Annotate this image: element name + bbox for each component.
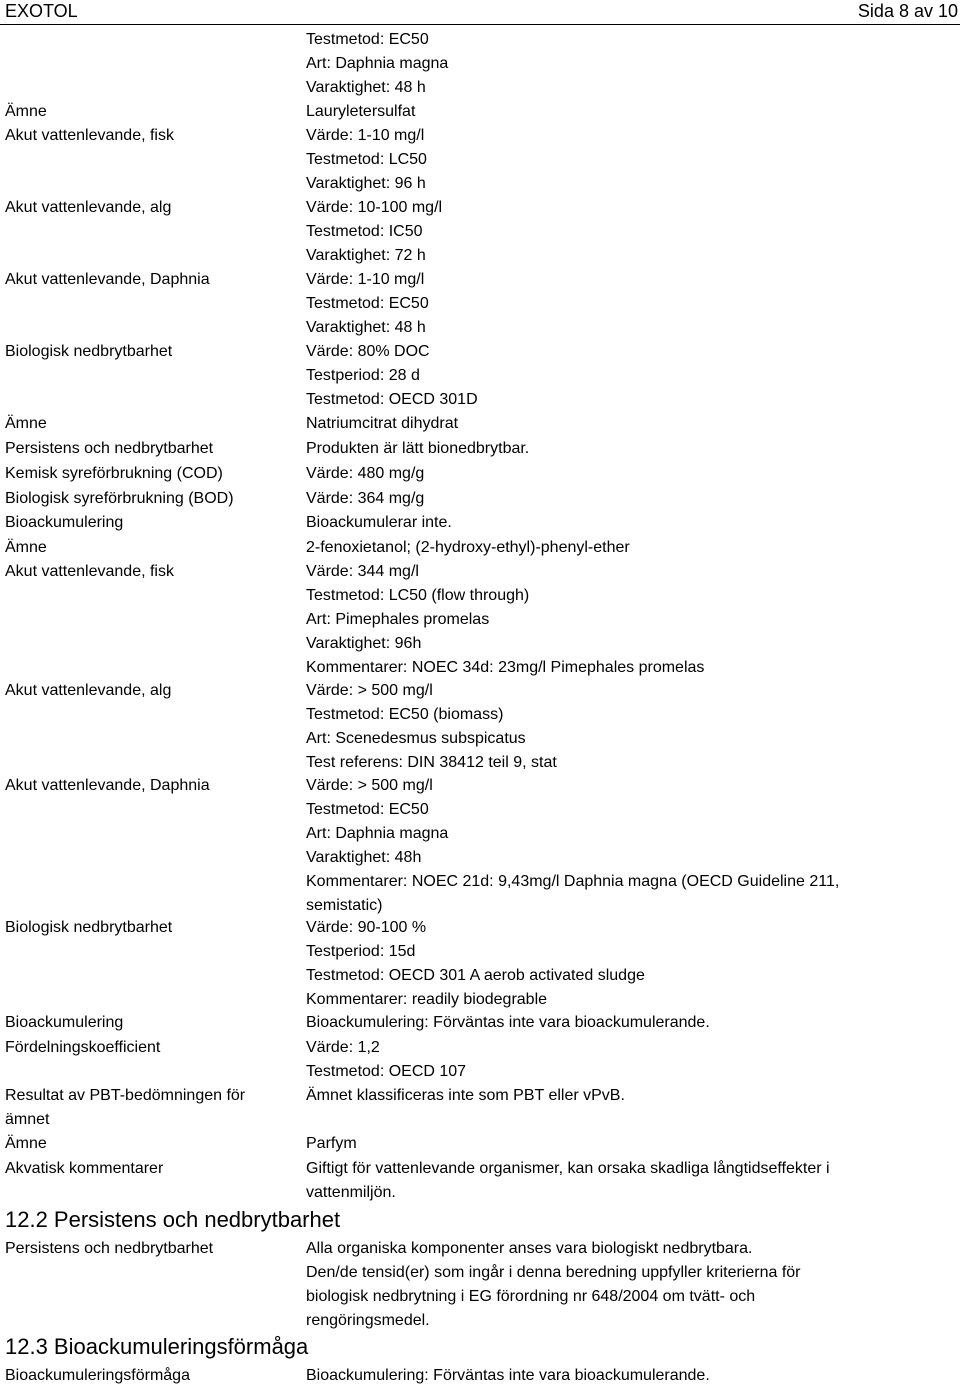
substance-name: Parfym xyxy=(306,1135,357,1152)
value-line: Produkten är lätt bionedbrytbar. xyxy=(306,440,530,457)
value-line: Ämnet klassificeras inte som PBT eller vPvB. xyxy=(306,1087,625,1104)
value-line: Varaktighet: 48h xyxy=(306,849,422,866)
row-label: ämnet xyxy=(5,1111,50,1128)
value-line: Varaktighet: 96 h xyxy=(306,175,426,192)
value-line: Art: Daphnia magna xyxy=(306,55,449,72)
row-label: Bioackumulering xyxy=(5,514,124,531)
value-line: Värde: > 500 mg/l xyxy=(306,682,433,699)
value-line: Alla organiska komponenter anses vara biologiskt nedbrytbara. xyxy=(306,1240,753,1257)
row-label: Akut vattenlevande, fisk xyxy=(5,563,174,580)
row-label: Kemisk syreförbrukning (COD) xyxy=(5,465,223,482)
section-heading-12-3: 12.3 Bioackumuleringsförmåga xyxy=(5,1334,309,1359)
value-line: rengöringsmedel. xyxy=(306,1312,430,1329)
value-line: Kommentarer: NOEC 21d: 9,43mg/l Daphnia magna (OECD Guideline 211, xyxy=(306,873,840,890)
row-label: Akut vattenlevande, fisk xyxy=(5,127,174,144)
row-label: Biologisk nedbrytbarhet xyxy=(5,343,173,360)
value-line: Bioackumulering: Förväntas inte vara bioackumulerande. xyxy=(306,1014,710,1031)
value-line: Värde: 1-10 mg/l xyxy=(306,127,425,144)
row-label: Akut vattenlevande, Daphnia xyxy=(5,271,210,288)
substance-name: 2-fenoxietanol; (2-hydroxy-ethyl)-phenyl-ether xyxy=(306,539,630,556)
value-line: Kommentarer: readily biodegrable xyxy=(306,991,548,1008)
row-label: Persistens och nedbrytbarhet xyxy=(5,440,214,457)
row-label: Bioackumulering xyxy=(5,1014,124,1031)
value-line: Varaktighet: 96h xyxy=(306,635,422,652)
row-label: Resultat av PBT-bedömningen för xyxy=(5,1087,246,1104)
value-line: Test referens: DIN 38412 teil 9, stat xyxy=(306,754,557,771)
section-heading-12-2: 12.2 Persistens och nedbrytbarhet xyxy=(5,1207,341,1232)
value-line: semistatic) xyxy=(306,897,383,914)
value-line: Testmetod: EC50 xyxy=(306,31,429,48)
value-line: Kommentarer: NOEC 34d: 23mg/l Pimephales promelas xyxy=(306,659,705,676)
row-label: Ämne xyxy=(5,103,47,120)
value-line: Testperiod: 28 d xyxy=(306,367,420,384)
row-label: Ämne xyxy=(5,539,47,556)
value-line: Värde: > 500 mg/l xyxy=(306,777,433,794)
value-line: Bioackumulerar inte. xyxy=(306,514,452,531)
row-label: Akut vattenlevande, alg xyxy=(5,199,172,216)
value-line: Varaktighet: 72 h xyxy=(306,247,426,264)
page-header xyxy=(0,0,960,25)
row-label: Bioackumuleringsförmåga xyxy=(5,1367,190,1384)
company-name: EXOTOL xyxy=(5,1,78,21)
row-label: Ämne xyxy=(5,415,47,432)
value-line: vattenmiljön. xyxy=(306,1184,396,1201)
value-line: Värde: 364 mg/g xyxy=(306,490,425,507)
value-line: Den/de tensid(er) som ingår i denna beredning uppfyller kriterierna för xyxy=(306,1264,801,1281)
value-line: Art: Pimephales promelas xyxy=(306,611,490,628)
value-line: Bioackumulering: Förväntas inte vara bioackumulerande. xyxy=(306,1367,710,1384)
substance-name: Natriumcitrat dihydrat xyxy=(306,415,459,432)
value-line: Varaktighet: 48 h xyxy=(306,79,426,96)
row-label: Akut vattenlevande, Daphnia xyxy=(5,777,210,794)
value-line: Varaktighet: 48 h xyxy=(306,319,426,336)
value-line: Testmetod: OECD 301D xyxy=(306,391,478,408)
page-number: Sida 8 av 10 xyxy=(857,1,958,21)
value-line: Värde: 80% DOC xyxy=(306,343,430,360)
row-label: Biologisk nedbrytbarhet xyxy=(5,919,173,936)
row-label: Ämne xyxy=(5,1135,47,1152)
value-line: biologisk nedbrytning i EG förordning nr 648/2004 om tvätt- och xyxy=(306,1288,756,1305)
value-line: Värde: 10-100 mg/l xyxy=(306,199,443,216)
value-line: Värde: 1,2 xyxy=(306,1039,380,1056)
row-label: Fördelningskoefficient xyxy=(5,1039,161,1056)
value-line: Testmetod: EC50 xyxy=(306,801,429,818)
value-line: Art: Scenedesmus subspicatus xyxy=(306,730,526,747)
value-line: Testmetod: EC50 (biomass) xyxy=(306,706,504,723)
value-line: Testperiod: 15d xyxy=(306,943,416,960)
value-line: Värde: 344 mg/l xyxy=(306,563,419,580)
row-label: Persistens och nedbrytbarhet xyxy=(5,1240,214,1257)
row-label: Akvatisk kommentarer xyxy=(5,1160,164,1177)
row-label: Akut vattenlevande, alg xyxy=(5,682,172,699)
value-line: Värde: 480 mg/g xyxy=(306,465,425,482)
value-line: Värde: 90-100 % xyxy=(306,919,427,936)
value-line: Testmetod: LC50 xyxy=(306,151,427,168)
value-line: Värde: 1-10 mg/l xyxy=(306,271,425,288)
row-label: Biologisk syreförbrukning (BOD) xyxy=(5,490,234,507)
value-line: Giftigt för vattenlevande organismer, kan orsaka skadliga långtidseffekter i xyxy=(306,1160,830,1177)
value-line: Art: Daphnia magna xyxy=(306,825,449,842)
value-line: Testmetod: LC50 (flow through) xyxy=(306,587,530,604)
value-line: Testmetod: OECD 301 A aerob activated sludge xyxy=(306,967,645,984)
value-line: Testmetod: OECD 107 xyxy=(306,1063,467,1080)
value-line: Testmetod: IC50 xyxy=(306,223,423,240)
value-line: Testmetod: EC50 xyxy=(306,295,429,312)
substance-name: Lauryletersulfat xyxy=(306,103,416,120)
